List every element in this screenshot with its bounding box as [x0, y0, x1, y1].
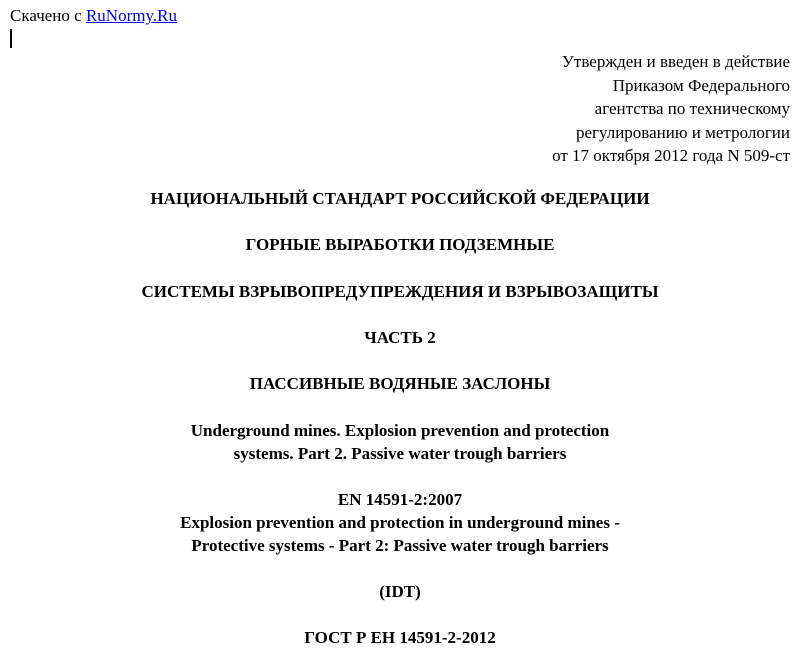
source-prefix: Скачено с: [10, 6, 86, 25]
approval-line: агентства по техническому: [594, 99, 790, 118]
approval-block: [552, 50, 790, 168]
approval-line: Утвержден и введен в действие: [561, 52, 790, 71]
approval-line: Приказом Федерального: [612, 75, 790, 95]
en-standard-block: [0, 488, 796, 557]
title-line-2: СИСТЕМЫ ВЗРЫВОПРЕДУПРЕЖДЕНИЯ И ВЗРЫВОЗАЩИТЫ: [141, 282, 659, 301]
text-cursor: [10, 29, 12, 48]
national-standard-heading: НАЦИОНАЛЬНЫЙ СТАНДАРТ РОССИЙСКОЙ ФЕДЕРАЦИИ: [150, 189, 650, 208]
gost-code: ГОСТ Р ЕН 14591-2-2012: [304, 628, 496, 647]
english-title-line-2: systems. Part 2. Passive water trough barriers: [233, 444, 567, 463]
title-line-1: ГОРНЫЕ ВЫРАБОТКИ ПОДЗЕМНЫЕ: [245, 235, 555, 254]
approval-line: регулированию и метрологии: [575, 122, 790, 142]
en-title-line-2: Protective systems - Part 2: Passive water trough barriers: [191, 536, 609, 555]
source-note: [10, 6, 177, 26]
english-title-line-1: Underground mines. Explosion prevention and protection: [190, 421, 610, 440]
equivalence-marker: (IDT): [379, 582, 421, 601]
english-title: [0, 419, 796, 465]
approval-line: от 17 октября 2012 года N 509-ст: [552, 146, 790, 165]
source-link[interactable]: RuNormy.Ru: [85, 6, 177, 25]
part-heading: ЧАСТЬ 2: [364, 328, 436, 347]
en-standard-code: EN 14591-2:2007: [337, 490, 463, 509]
en-title-line-1: Explosion prevention and protection in underground mines -: [180, 513, 620, 532]
part-title: ПАССИВНЫЕ ВОДЯНЫЕ ЗАСЛОНЫ: [249, 374, 551, 393]
